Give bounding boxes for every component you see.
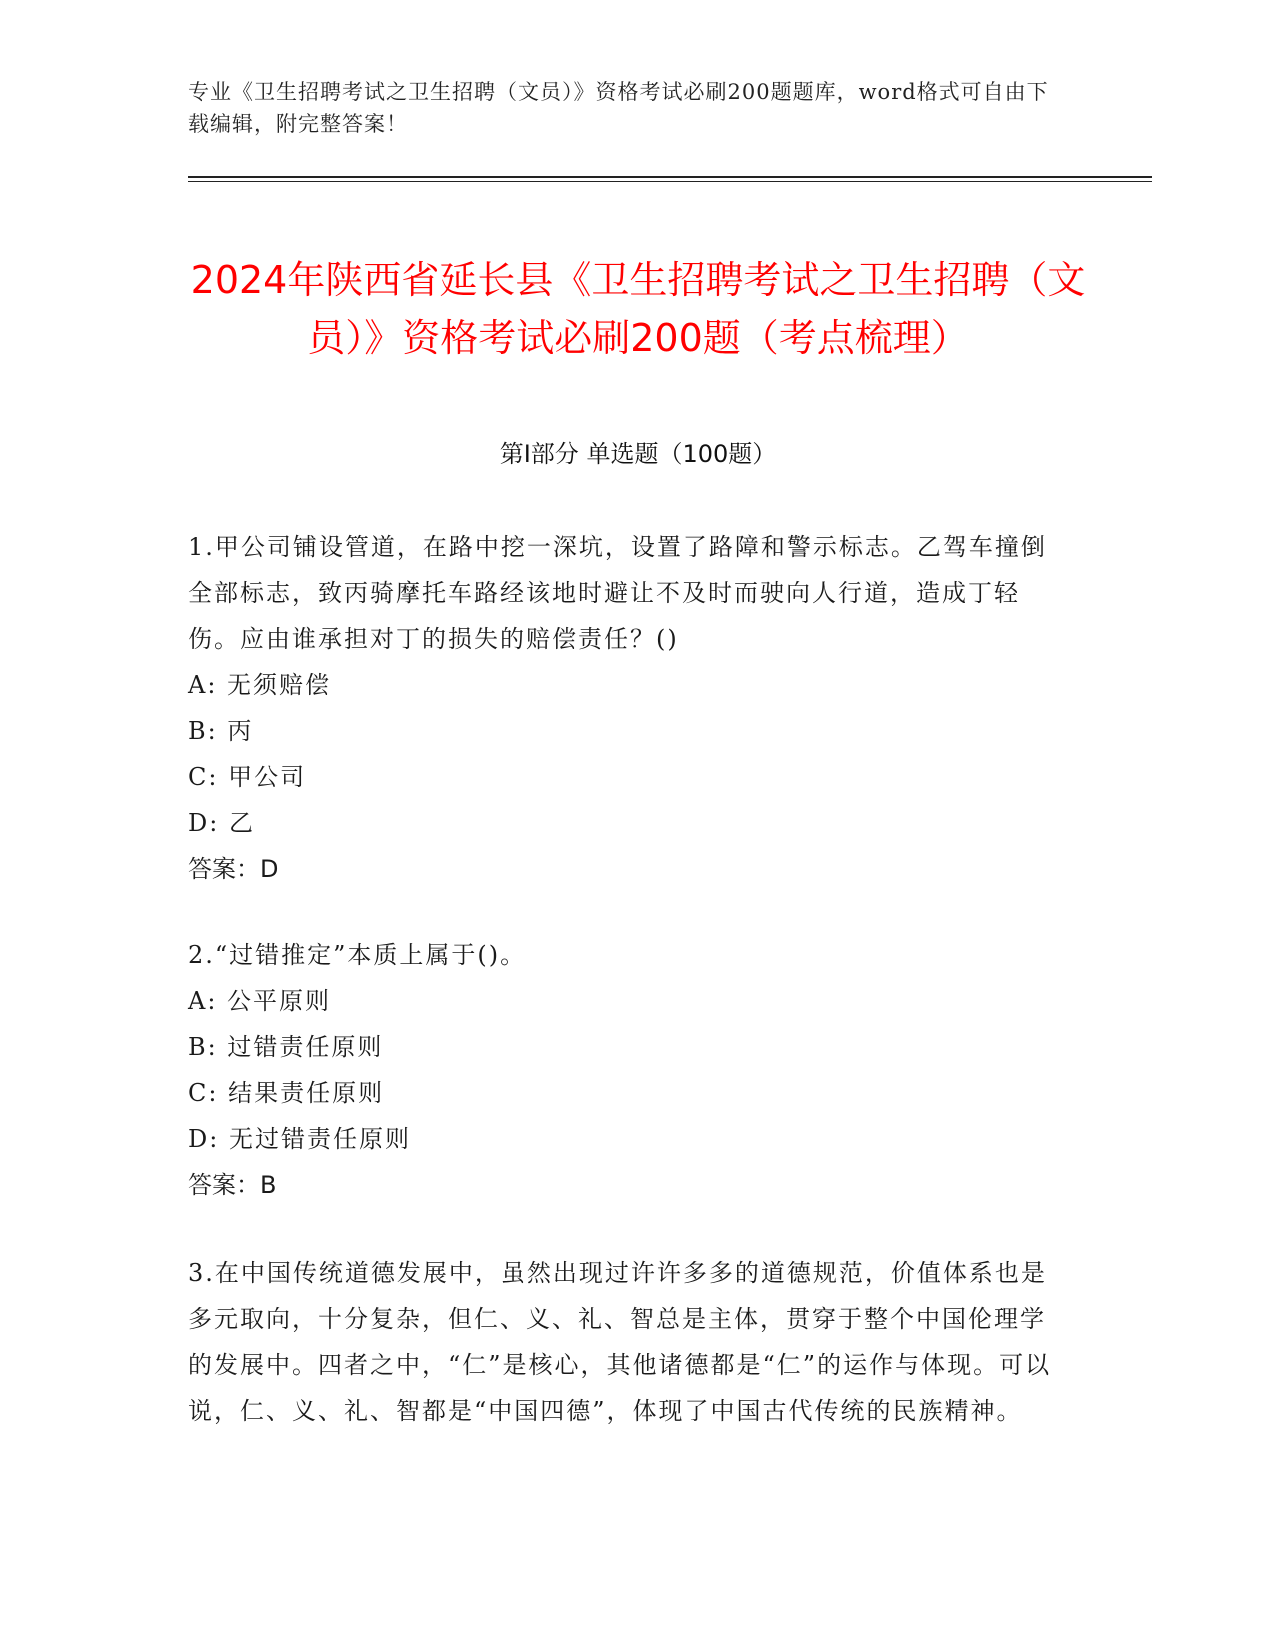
option-a: A: 无须赔偿 [188,671,332,699]
option-c: C: 结果责任原则 [188,1079,385,1107]
header-divider-thin [188,181,1152,182]
header-note: 专业《卫生招聘考试之卫生招聘（文员）》资格考试必刷200题题库，word格式可自由下载编辑，附完整答案！ [188,80,1049,136]
header-divider-thick [188,176,1152,178]
answer: 答案：B [188,1171,277,1199]
option-b: B: 丙 [188,717,254,745]
document-title: 2024年陕西省延长县《卫生招聘考试之卫生招聘（文员）》资格考试必刷200题（考点梳理） [190,258,1086,361]
question-stem: 2.“过错推定”本质上属于()。 [188,941,527,969]
option-d: D: 乙 [188,809,255,837]
option-c: C: 甲公司 [188,763,307,791]
question-2 [188,932,1058,1208]
option-a: A: 公平原则 [188,987,332,1015]
question-1 [188,524,1058,892]
answer: 答案：D [188,855,279,883]
question-3 [188,1250,1058,1434]
question-stem: 1.甲公司铺设管道，在路中挖一深坑，设置了路障和警示标志。乙驾车撞倒全部标志，致丙骑摩托车路经该地时避让不及时而驶向人行道，造成丁轻伤。应由谁承担对丁的损失的赔偿责任？() [188,533,1047,653]
option-d: D: 无过错责任原则 [188,1125,411,1153]
question-stem: 3.在中国传统道德发展中，虽然出现过许许多多的道德规范，价值体系也是多元取向，十分复杂，但仁、义、礼、智总是主体，贯穿于整个中国伦理学的发展中。四者之中，“仁”是核心，其他诸德都是“仁”的运作与体现。可以说，仁、义、礼、智都是“中国四德”，体现了中国古代传统的民族精神。 [188,1259,1052,1425]
option-b: B: 过错责任原则 [188,1033,384,1061]
section-title: 第Ⅰ部分 单选题（100题） [499,440,777,468]
